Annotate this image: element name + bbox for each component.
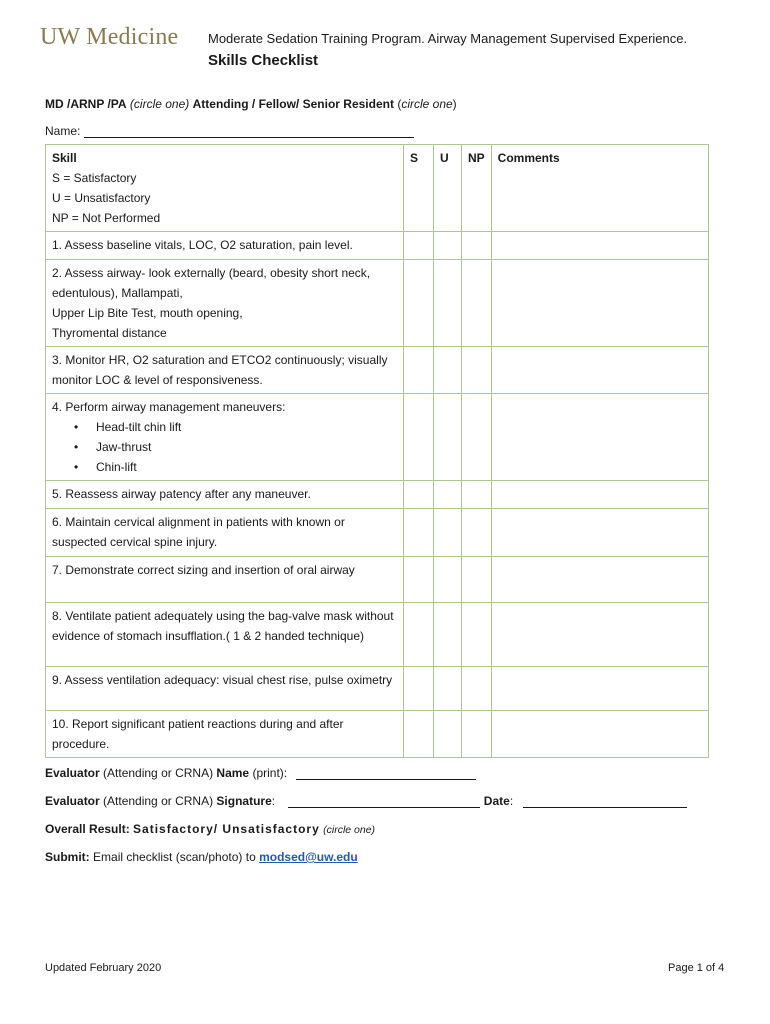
- skill-text: 4. Perform airway management maneuvers:: [52, 400, 286, 414]
- np-cell[interactable]: [462, 711, 492, 758]
- skill-text: Thyromental distance: [52, 326, 167, 340]
- np-cell[interactable]: [462, 481, 492, 509]
- comments-header: Comments: [491, 145, 708, 232]
- skill-cell: [46, 260, 404, 347]
- u-cell[interactable]: [434, 481, 462, 509]
- u-cell[interactable]: [434, 509, 462, 557]
- skill-text: 3. Monitor HR, O2 saturation and ETCO2 continuously; visually monitor LOC & level of responsiveness.: [46, 347, 404, 394]
- evaluator-label: Evaluator: [45, 794, 100, 808]
- u-cell[interactable]: [434, 394, 462, 481]
- s-header: S: [404, 145, 434, 232]
- table-row: [46, 667, 709, 711]
- s-cell[interactable]: [404, 667, 434, 711]
- table-row: [46, 394, 709, 481]
- s-cell[interactable]: [404, 509, 434, 557]
- evaluator-label: Evaluator: [45, 766, 100, 780]
- role-options-1[interactable]: MD /ARNP /PA: [45, 97, 127, 111]
- table-row: [46, 603, 709, 667]
- np-cell[interactable]: [462, 394, 492, 481]
- comments-cell[interactable]: [491, 711, 708, 758]
- signature-colon: :: [271, 794, 276, 808]
- u-cell[interactable]: [434, 260, 462, 347]
- np-cell[interactable]: [462, 557, 492, 603]
- s-cell[interactable]: [404, 347, 434, 394]
- s-cell[interactable]: [404, 232, 434, 260]
- submit-instructions: Email checklist (scan/photo) to: [93, 850, 256, 864]
- comments-cell[interactable]: [491, 394, 708, 481]
- table-header-row: [46, 145, 709, 232]
- skill-text: 5. Reassess airway patency after any maneuver.: [46, 481, 404, 509]
- name-field[interactable]: [84, 125, 414, 138]
- submit-label: Submit:: [45, 850, 90, 864]
- np-cell[interactable]: [462, 232, 492, 260]
- s-cell[interactable]: [404, 603, 434, 667]
- name-label: Name:: [45, 124, 81, 138]
- maneuver-list: [52, 417, 397, 477]
- np-header: NP: [462, 145, 492, 232]
- email-link[interactable]: modsed@uw.edu: [259, 850, 358, 864]
- evaluator-qualifier: (Attending or CRNA): [103, 794, 214, 808]
- legend-satisfactory: S = Satisfactory: [52, 171, 137, 185]
- comments-cell[interactable]: [491, 667, 708, 711]
- evaluator-name-field[interactable]: [296, 767, 476, 780]
- table-row: [46, 347, 709, 394]
- circle-one-note: (circle one): [323, 824, 376, 836]
- skill-text: 7. Demonstrate correct sizing and insertion of oral airway: [46, 557, 404, 603]
- program-title: Moderate Sedation Training Program. Airway Management Supervised Experience.: [208, 31, 688, 46]
- np-cell[interactable]: [462, 509, 492, 557]
- table-row: [46, 260, 709, 347]
- signature-field[interactable]: [288, 795, 480, 808]
- np-cell[interactable]: [462, 260, 492, 347]
- list-item: • Head-tilt chin lift: [74, 417, 397, 437]
- comments-cell[interactable]: [491, 260, 708, 347]
- u-cell[interactable]: [434, 557, 462, 603]
- overall-result-row: [45, 822, 375, 836]
- skill-cell: [46, 394, 404, 481]
- comments-cell[interactable]: [491, 481, 708, 509]
- table-row: [46, 711, 709, 758]
- skills-checklist-table: [45, 144, 709, 758]
- table-row: [46, 481, 709, 509]
- legend-not-performed: NP = Not Performed: [52, 211, 161, 225]
- s-cell[interactable]: [404, 557, 434, 603]
- circle-one-note-1: (circle one): [129, 97, 190, 111]
- list-item: • Chin-lift: [74, 457, 397, 477]
- skill-text: 2. Assess airway- look externally (beard, obesity short neck, edentulous), Mallampati,: [52, 266, 371, 300]
- u-cell[interactable]: [434, 667, 462, 711]
- date-colon: :: [509, 794, 514, 808]
- skill-text: Upper Lip Bite Test, mouth opening,: [52, 306, 243, 320]
- table-row: [46, 557, 709, 603]
- comments-cell[interactable]: [491, 347, 708, 394]
- s-cell[interactable]: [404, 711, 434, 758]
- page-number: Page 1 of 4: [668, 962, 725, 974]
- u-cell[interactable]: [434, 603, 462, 667]
- np-cell[interactable]: [462, 667, 492, 711]
- skill-text: 1. Assess baseline vitals, LOC, O2 saturation, pain level.: [46, 232, 404, 260]
- np-cell[interactable]: [462, 347, 492, 394]
- skill-text: 10. Report significant patient reactions during and after procedure.: [46, 711, 404, 758]
- name-label: Name: [216, 766, 250, 780]
- comments-cell[interactable]: [491, 557, 708, 603]
- np-cell[interactable]: [462, 603, 492, 667]
- name-field-row: [45, 124, 414, 138]
- skill-text: 9. Assess ventilation adequacy: visual chest rise, pulse oximetry: [46, 667, 404, 711]
- uw-medicine-logo: UW Medicine: [40, 24, 179, 50]
- evaluator-signature-row: [45, 794, 687, 808]
- comments-cell[interactable]: [491, 509, 708, 557]
- date-field[interactable]: [523, 795, 687, 808]
- table-row: [46, 509, 709, 557]
- submit-row: [45, 850, 358, 864]
- date-label: Date: [483, 794, 510, 808]
- u-cell[interactable]: [434, 711, 462, 758]
- overall-result-label: Overall Result:: [45, 822, 130, 836]
- table-row: [46, 232, 709, 260]
- evaluator-qualifier: (Attending or CRNA): [103, 766, 214, 780]
- comments-cell[interactable]: [491, 232, 708, 260]
- skill-text: 6. Maintain cervical alignment in patients with known or suspected cervical spine injury.: [46, 509, 404, 557]
- role-selection-line: [45, 97, 457, 111]
- s-cell[interactable]: [404, 481, 434, 509]
- s-cell[interactable]: [404, 394, 434, 481]
- page-title: Skills Checklist: [208, 52, 319, 69]
- signature-label: Signature: [216, 794, 272, 808]
- print-label: (print):: [252, 766, 288, 780]
- evaluator-name-row: [45, 766, 476, 780]
- u-cell[interactable]: [434, 232, 462, 260]
- skill-text: 8. Ventilate patient adequately using the bag-valve mask without evidence of stomach insufflation.( 1 & 2 handed technique): [46, 603, 404, 667]
- circle-one-note-2: (circle one): [397, 97, 457, 111]
- u-cell[interactable]: [434, 347, 462, 394]
- overall-result-options[interactable]: Satisfactory/ Unsatisfactory: [133, 822, 320, 836]
- skill-header: Skill: [52, 151, 77, 165]
- skill-header-cell: [46, 145, 404, 232]
- updated-date: Updated February 2020: [45, 962, 162, 974]
- role-options-2[interactable]: Attending / Fellow/ Senior Resident: [192, 97, 394, 111]
- u-header: U: [434, 145, 462, 232]
- list-item: • Jaw-thrust: [74, 437, 397, 457]
- comments-cell[interactable]: [491, 603, 708, 667]
- s-cell[interactable]: [404, 260, 434, 347]
- legend-unsatisfactory: U = Unsatisfactory: [52, 191, 151, 205]
